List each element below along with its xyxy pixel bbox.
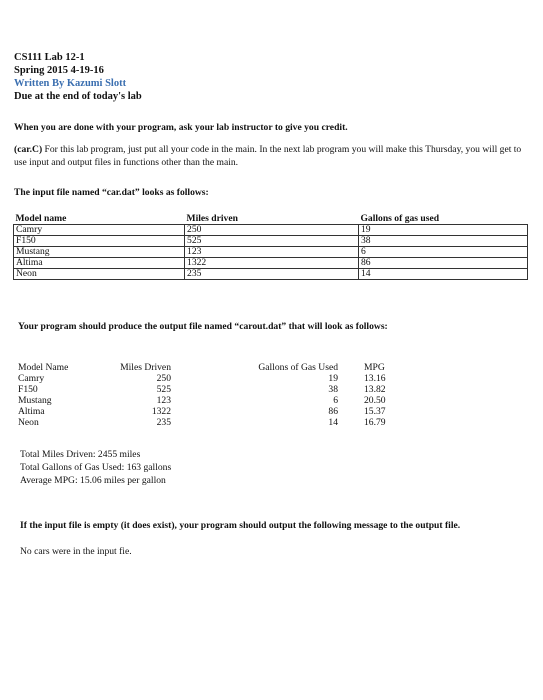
output-col-gallons: Gallons of Gas Used xyxy=(258,362,338,373)
table-row xyxy=(18,373,404,384)
output-cell: 16.79 xyxy=(364,417,386,428)
output-cell: 86 xyxy=(328,406,338,417)
output-cell: Camry xyxy=(18,373,45,384)
input-col-miles: Miles driven xyxy=(186,212,238,224)
output-header-row xyxy=(18,362,404,373)
output-cell: 14 xyxy=(328,417,338,428)
output-cell: 19 xyxy=(328,373,338,384)
table-row xyxy=(18,384,404,395)
input-cell: 235 xyxy=(185,269,359,280)
credit-instruction: When you are done with your program, ask your lab instructor to give you credit. xyxy=(14,122,348,133)
table-row xyxy=(18,417,404,428)
output-cell: 250 xyxy=(156,373,171,384)
output-cell: F150 xyxy=(18,384,38,395)
input-cell: 6 xyxy=(358,247,527,258)
input-header-row xyxy=(14,212,528,225)
course-title: CS111 Lab 12-1 xyxy=(14,52,85,63)
output-cell: 13.82 xyxy=(364,384,386,395)
output-cell: 15.37 xyxy=(364,406,386,417)
output-col-mpg: MPG xyxy=(364,362,385,373)
input-cell: 38 xyxy=(358,236,527,247)
summary-total-miles: Total Miles Driven: 2455 miles xyxy=(20,449,141,460)
table-row xyxy=(14,225,528,236)
output-cell: Neon xyxy=(18,417,39,428)
input-cell: F150 xyxy=(14,236,185,247)
output-col-model: Model Name xyxy=(18,362,69,373)
table-row xyxy=(18,406,404,417)
input-cell: 14 xyxy=(358,269,527,280)
input-intro: The input file named “car.dat” looks as follows: xyxy=(14,187,209,198)
input-cell: Camry xyxy=(14,225,185,236)
table-row xyxy=(14,269,528,280)
summary-average-mpg: Average MPG: 15.06 miles per gallon xyxy=(20,475,166,486)
empty-file-message: No cars were in the input fie. xyxy=(20,546,132,557)
output-cell: 123 xyxy=(156,395,171,406)
output-cell: 1322 xyxy=(151,406,171,417)
table-row xyxy=(18,395,404,406)
input-cell: 86 xyxy=(358,258,527,269)
output-cell: 20.50 xyxy=(364,395,386,406)
input-cell: 525 xyxy=(185,236,359,247)
input-cell: Altima xyxy=(14,258,185,269)
input-file-table xyxy=(13,212,528,280)
table-row xyxy=(14,247,528,258)
output-intro: Your program should produce the output file named “carout.dat” that will look as follows: xyxy=(18,321,388,332)
output-cell: 38 xyxy=(328,384,338,395)
input-cell: 1322 xyxy=(185,258,359,269)
input-col-model: Model name xyxy=(15,212,67,224)
input-cell: Neon xyxy=(14,269,185,280)
table-row xyxy=(14,258,528,269)
output-file-table xyxy=(18,362,404,428)
table-row xyxy=(14,236,528,247)
output-cell: 525 xyxy=(156,384,171,395)
due-line: Due at the end of today's lab xyxy=(14,91,142,102)
term-date: Spring 2015 4-19-16 xyxy=(14,65,104,76)
output-col-miles: Miles Driven xyxy=(120,362,171,373)
summary-total-gallons: Total Gallons of Gas Used: 163 gallons xyxy=(20,462,172,473)
input-cell: 123 xyxy=(185,247,359,258)
output-cell: 235 xyxy=(156,417,171,428)
input-col-gallons: Gallons of gas used xyxy=(360,212,440,224)
output-cell: 6 xyxy=(333,395,338,406)
input-cell: 19 xyxy=(358,225,527,236)
empty-file-note: If the input file is empty (it does exist), your program should output the following message to the output file. xyxy=(20,520,461,531)
input-cell: Mustang xyxy=(14,247,185,258)
carc-paragraph xyxy=(14,143,526,169)
carc-text: For this lab program, just put all your code in the main. In the next lab program you will make this Thursday, you will get to use input and output files in functions other than the main. xyxy=(14,144,522,168)
input-cell: 250 xyxy=(185,225,359,236)
carc-label: (car.C) xyxy=(14,144,43,155)
output-cell: Altima xyxy=(18,406,45,417)
author-line: Written By Kazumi Slott xyxy=(14,78,127,89)
output-cell: Mustang xyxy=(18,395,52,406)
output-cell: 13.16 xyxy=(364,373,386,384)
